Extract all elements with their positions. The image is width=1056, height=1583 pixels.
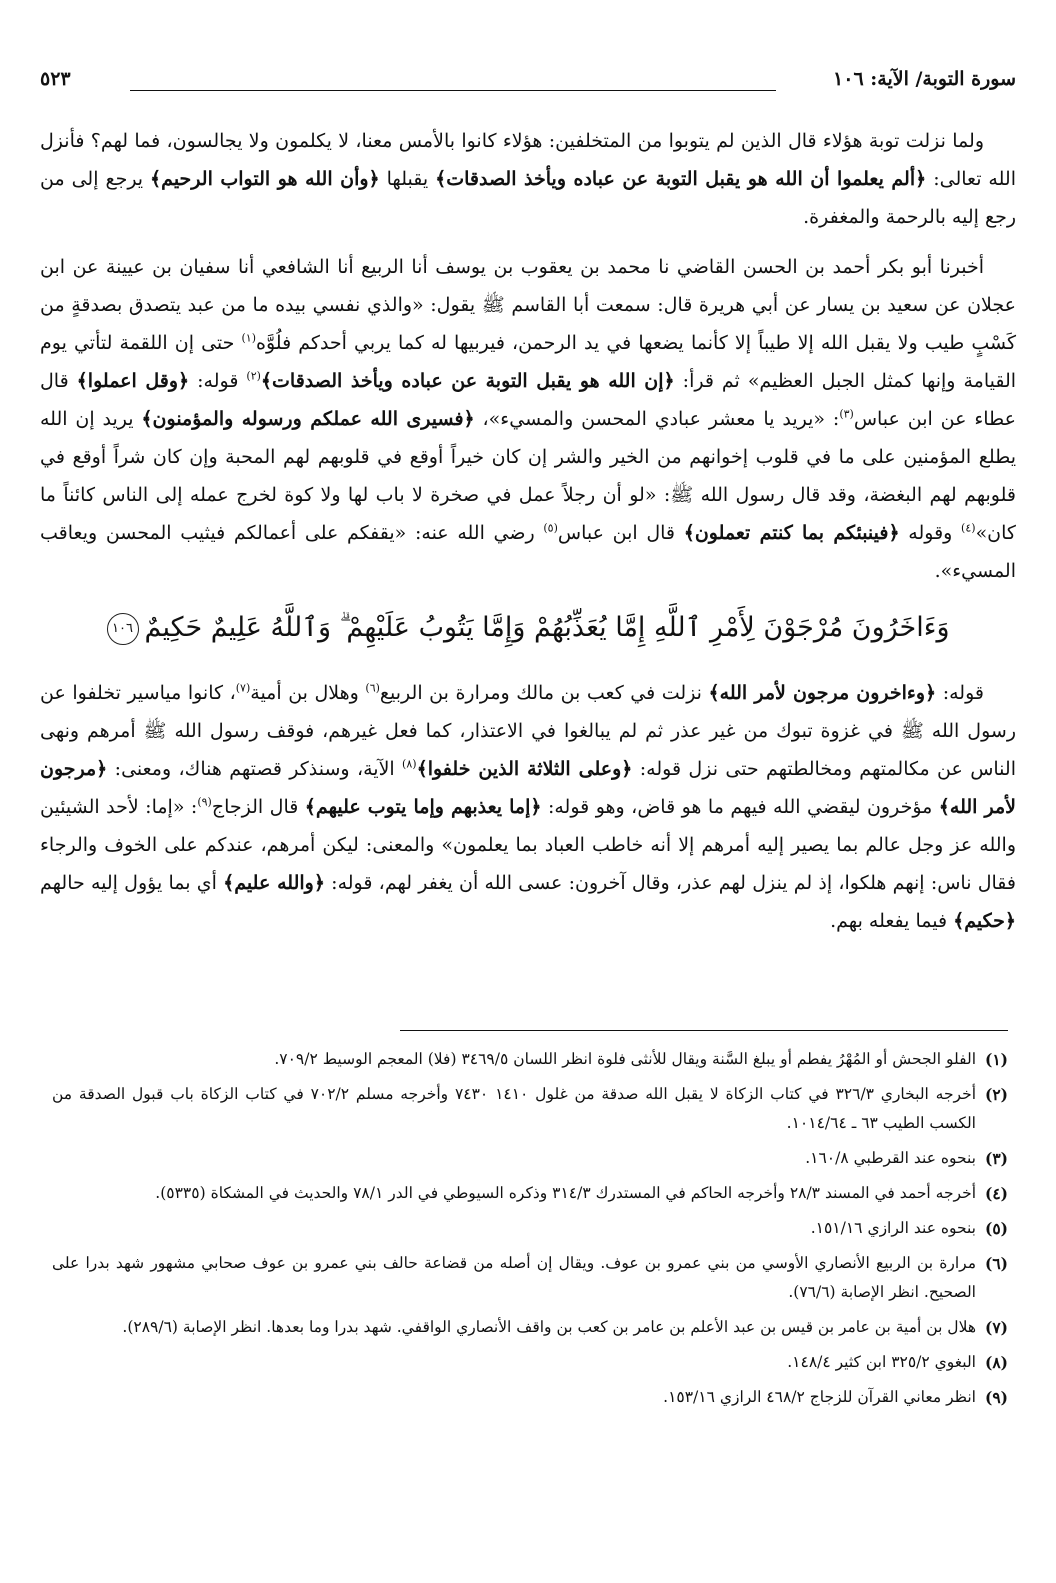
quran-quote: ﴿وقل اعملوا﴾ — [76, 370, 190, 392]
quran-quote: ﴿إن الله هو يقبل التوبة عن عباده ويأخذ الصدقات﴾ — [260, 370, 675, 392]
footnote-item — [52, 1080, 1008, 1138]
footnote-item — [52, 1249, 1008, 1307]
footnote-ref[interactable]: (٩) — [197, 795, 212, 809]
page-header — [40, 62, 1016, 102]
quran-quote: ﴿فينبئكم بما كنتم تعملون﴾ — [683, 522, 900, 544]
footnotes — [52, 1045, 1008, 1418]
footnote-number: (٦) — [984, 1254, 1008, 1273]
footnote-text: مرارة بن الربيع الأنصاري الأوسي من بني عمرو بن عوف. ويقال إن أصله من قضاعة حالف بني عمرو بن عوف صحابي مشهور شهد بدرا على الصحيح. انظر الإصابة (٧٦/٦). — [52, 1254, 976, 1301]
footnote-text: أخرجه البخاري ٣٢٦/٣ في كتاب الزكاة لا يقبل الله صدقة من غلول ١٤١٠ ٧٤٣٠ وأخرجه مسلم ٧٠٢/٢ في كتاب الزكاة باب قبول الصدقة من الكسب الطيب ٦٣ ـ ١٠١٤/٦٤. — [52, 1085, 976, 1132]
footnote-separator — [400, 1030, 1008, 1031]
page-number: ٥٢٣ — [40, 68, 71, 90]
footnote-number: (٩) — [984, 1388, 1008, 1407]
quran-quote: ﴿إما يعذبهم وإما يتوب عليهم﴾ — [304, 796, 542, 818]
paragraph-3: قوله: ﴿وءاخرون مرجون لأمر الله﴾ نزلت في كعب بن مالك ومرارة بن الربيع$^{(٦)}$ وهلال بن أمية$^{(٧)}$، كانوا مياسير تخلفوا عن رسول الله ﷺ في غزوة تبوك من غير عذر ثم لم يبالغوا في الاعتذار، كما فعل غيرهم، فوقف رسول الله ﷺ أمرهم ونهى الناس عن مكالمتهم ومخالطتهم حتى نزل قوله: ﴿وعلى الثلاثة الذين خلفوا﴾$^{(٨)}$ الآية، وسنذكر قصتهم هناك، ومعنى: ﴿مرجون لأمر الله﴾ مؤخرون ليقضي الله فيهم ما هو قاض، وهو قوله: ﴿إما يعذبهم وإما يتوب عليهم﴾ قال الزجاج$^{(٩)}$: «إما: لأحد الشيئين والله عز وجل عالم بما يصير إليه أمرهم إلا أنه خاطب العباد بما يعلمون» والمعنى: ليكن أمرهم، عندكم على الخوف والرجاء فقال ناس: إنهم هلكوا، إذ لم ينزل لهم عذر، وقال آخرون: عسى الله أن يغفر لهم، قوله: ﴿والله عليم﴾ أي بما يؤول إليه حالهم ﴿حكيم﴾ فيما يفعله بهم. — [40, 681, 1016, 932]
footnote-number: (٢) — [984, 1085, 1008, 1104]
footnote-ref[interactable]: (٥) — [543, 521, 558, 535]
quran-quote: ﴿حكيم﴾ — [953, 910, 1016, 932]
footnote-text: أخرجه أحمد في المسند ٢٨/٣ وأخرجه الحاكم في المستدرك ٣١٤/٣ وذكره السيوطي في الدر ٧٨/١ والحديث في المشكاة (٥٣٣٥). — [155, 1184, 976, 1202]
quran-quote: ﴿فسيرى الله عملكم ورسوله والمؤمنون﴾ — [141, 408, 475, 430]
running-title: سورة التوبة/ الآية: ١٠٦ — [833, 68, 1016, 90]
footnote-number: (٧) — [984, 1318, 1008, 1337]
footnote-number: (٨) — [984, 1353, 1008, 1372]
paragraph-2: أخبرنا أبو بكر أحمد بن الحسن القاضي نا محمد بن يعقوب بن يوسف أنا الربيع أنا الشافعي أنا سفيان بن عيينة عن ابن عجلان عن سعيد بن يسار عن أبي هريرة قال: سمعت أبا القاسم ﷺ يقول: «والذي نفسي بيده ما من عبد يتصدق بصدقةٍ من كَسْبٍ طيب ولا يقبل الله إلا طيباً إلا كأنما يضعها في يد الرحمن، فيربيها له كما يربي أحدكم فلُوَّه$^{(١)}$ حتى إن اللقمة لتأتي يوم القيامة وإنها كمثل الجبل العظيم» ثم قرأ: ﴿إن الله هو يقبل التوبة عن عباده ويأخذ الصدقات﴾$^{(٢)}$ قوله: ﴿وقل اعملوا﴾ قال عطاء عن ابن عباس$^{(٣)}$: «يريد يا معشر عبادي المحسن والمسيء»، ﴿فسيرى الله عملكم ورسوله والمؤمنون﴾ يريد إن الله يطلع المؤمنين على ما في قلوب إخوانهم من الخير والشر إن كان خيراً أوقع في قلوبهم لهم المحبة وإن كان شراً أوقع في قلوبهم لهم البغضة، وقد قال رسول الله ﷺ: «لو أن رجلاً عمل في صخرة لا باب لها ولا كوة لخرج عمله إلى الناس كائناً ما كان»$^{(٤)}$ وقوله ﴿فينبئكم بما كنتم تعملون﴾ قال ابن عباس$^{(٥)}$ رضي الله عنه: «يقفكم على أعمالكم فيثيب المحسن ويعاقب المسيء». — [40, 256, 1017, 582]
quran-quote: ﴿وعلى الثلاثة الذين خلفوا﴾ — [416, 758, 633, 780]
footnote-text: الفلو الجحش أو المُهْرُ يفطم أو يبلغ السَّنة ويقال للأنثى فلوة انظر اللسان ٣٤٦٩/٥ (فلا) المعجم الوسيط ٧٠٩/٢. — [274, 1050, 976, 1068]
footnote-ref[interactable]: (٧) — [235, 681, 251, 695]
footnote-ref[interactable]: (٨) — [402, 757, 417, 771]
footnote-item — [52, 1348, 1008, 1377]
footnote-ref[interactable]: (٢) — [246, 369, 261, 383]
footnote-item — [52, 1214, 1008, 1243]
paragraph-1: ولما نزلت توبة هؤلاء قال الذين لم يتوبوا من المتخلفين: هؤلاء كانوا بالأمس معنا، لا يكلمون ولا يجالسون، فما لهم؟ فأنزل الله تعالى: ﴿ألم يعلموا أن الله هو يقبل التوبة عن عباده ويأخذ الصدقات﴾ يقبلها ﴿وأن الله هو التواب الرحيم﴾ يرجع إلى من رجع إليه بالرحمة والمغفرة. — [40, 130, 1016, 228]
footnote-ref[interactable]: (١) — [241, 331, 257, 345]
footnote-number: (٤) — [984, 1184, 1008, 1203]
verse-number-marker: ١٠٦ — [107, 613, 139, 645]
footnote-ref[interactable]: (٣) — [839, 407, 854, 421]
verse-text: وَءَاخَرُونَ مُرْجَوْنَ لِأَمْرِ ٱللَّهِ إِمَّا يُعَذِّبُهُمْ وَإِمَّا يَتُوبُ عَلَيْهِمْ ۗ وَٱللَّهُ عَلِيمٌ حَكِيمٌ — [144, 612, 950, 643]
footnote-item — [52, 1313, 1008, 1342]
quran-quote: ﴿والله عليم﴾ — [223, 872, 325, 894]
footnote-item — [52, 1045, 1008, 1074]
quran-quote: ﴿وءاخرون مرجون لأمر الله﴾ — [708, 682, 937, 704]
footnote-ref[interactable]: (٤) — [961, 521, 976, 535]
quran-quote: ﴿ألم يعلموا أن الله هو يقبل التوبة عن عباده ويأخذ الصدقات﴾ — [435, 168, 927, 190]
footnote-item — [52, 1383, 1008, 1412]
footnote-item — [52, 1144, 1008, 1173]
footnote-text: البغوي ٣٢٥/٢ ابن كثير ١٤٨/٤. — [787, 1353, 976, 1371]
header-rule — [130, 90, 776, 91]
quran-verse — [40, 602, 1016, 654]
main-text — [40, 122, 1016, 952]
footnote-number: (٣) — [984, 1149, 1008, 1168]
quran-quote: ﴿مرجون لأمر الله﴾ — [40, 758, 1016, 818]
footnote-text: بنحوه عند القرطبي ١٦٠/٨. — [805, 1149, 976, 1167]
footnote-number: (٥) — [984, 1219, 1008, 1238]
footnote-ref[interactable]: (٦) — [365, 681, 380, 695]
footnote-text: بنحوه عند الرازي ١٥١/١٦. — [810, 1219, 976, 1237]
footnote-text: هلال بن أمية بن عامر بن قيس بن عبد الأعلم بن عامر بن كعب بن واقف الأنصاري الواقفي. شهد بدرا وما بعدها. انظر الإصابة (٢٨٩/٦). — [122, 1318, 976, 1336]
quran-quote: ﴿وأن الله هو التواب الرحيم﴾ — [150, 168, 380, 190]
footnote-text: انظر معاني القرآن للزجاج ٤٦٨/٢ الرازي ١٥٣/١٦. — [663, 1388, 976, 1406]
footnote-number: (١) — [984, 1050, 1008, 1069]
footnote-item — [52, 1179, 1008, 1208]
